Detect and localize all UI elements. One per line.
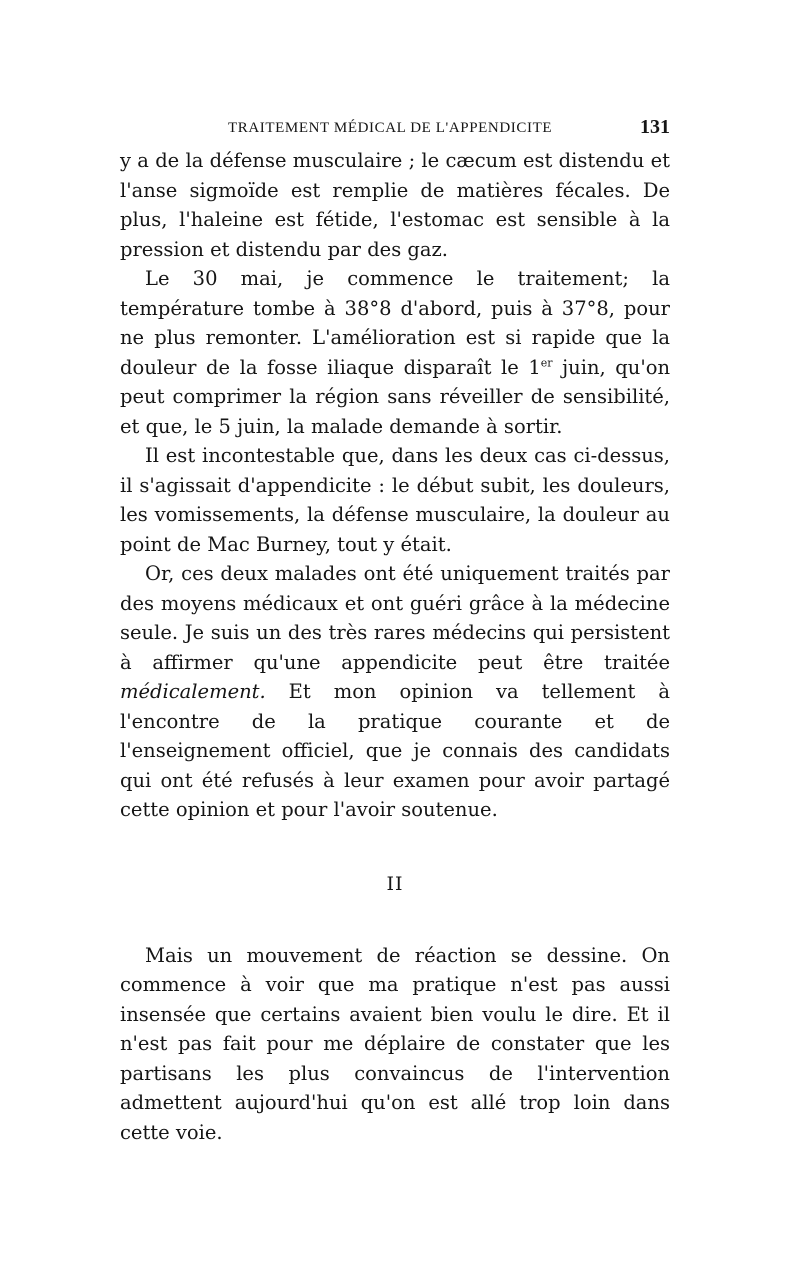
ordinal-superscript: er xyxy=(540,356,553,369)
paragraph-2 xyxy=(120,264,670,441)
section-heading: II xyxy=(386,872,404,895)
paragraph-4-text-a: Or, ces deux malades ont été uniquement traités par des moyens médicaux et ont guéri grâce à la médecine seule. Je suis un des très rares médecins qui persistent à affirmer qu'une appendicite peut être traitée xyxy=(120,562,670,674)
running-head xyxy=(120,110,670,142)
paragraph-5: Mais un mouvement de réaction se dessine. On commence à voir que ma pratique n'est pas aussi insensée que certains avaient bien voulu le dire. Et il n'est pas fait pour me déplaire de constater que les partisans les plus convaincus de l'intervention admettent aujourd'hui qu'on est allé trop loin dans cette voie. xyxy=(120,943,670,1144)
running-title: TRAITEMENT MÉDICAL DE L'APPENDICITE xyxy=(228,120,553,136)
paragraph-3: Il est incontestable que, dans les deux cas ci-dessus, il s'agissait d'appendicite : le début subit, les douleurs, les vomissements, la défense musculaire, la douleur au point de Mac Burney, tout y était. xyxy=(120,444,670,556)
paragraph-2-text-b: juin, qu'on peut comprimer la région sans réveiller de sensibilité, et que, le 5 juin, la malade demande à sortir. xyxy=(120,355,670,438)
italic-emphasis: médicalement. xyxy=(120,680,266,703)
paragraph-2-text-a: Le 30 mai, je commence le traitement; la température tombe à 38°8 d'abord, puis à 37°8, pour ne plus remonter. L'amélioration est si rapide que la douleur de la fosse iliaque disparaît le 1 xyxy=(120,267,670,379)
paragraph-4 xyxy=(120,559,670,825)
page-number: 131 xyxy=(640,116,670,138)
book-page xyxy=(120,110,670,1147)
paragraph-4-text-b: Et mon opinion va tellement à l'encontre de la pratique courante et de l'enseignement officiel, que je connais des candidats qui ont été refusés à leur examen pour avoir partagé cette opinion et pour l'avoir soutenue. xyxy=(120,680,670,821)
paragraph-1: y a de la défense musculaire ; le cæcum est distendu et l'anse sigmoïde est remplie de matières fécales. De plus, l'haleine est fétide, l'estomac est sensible à la pression et distendu par des gaz. xyxy=(120,149,670,261)
